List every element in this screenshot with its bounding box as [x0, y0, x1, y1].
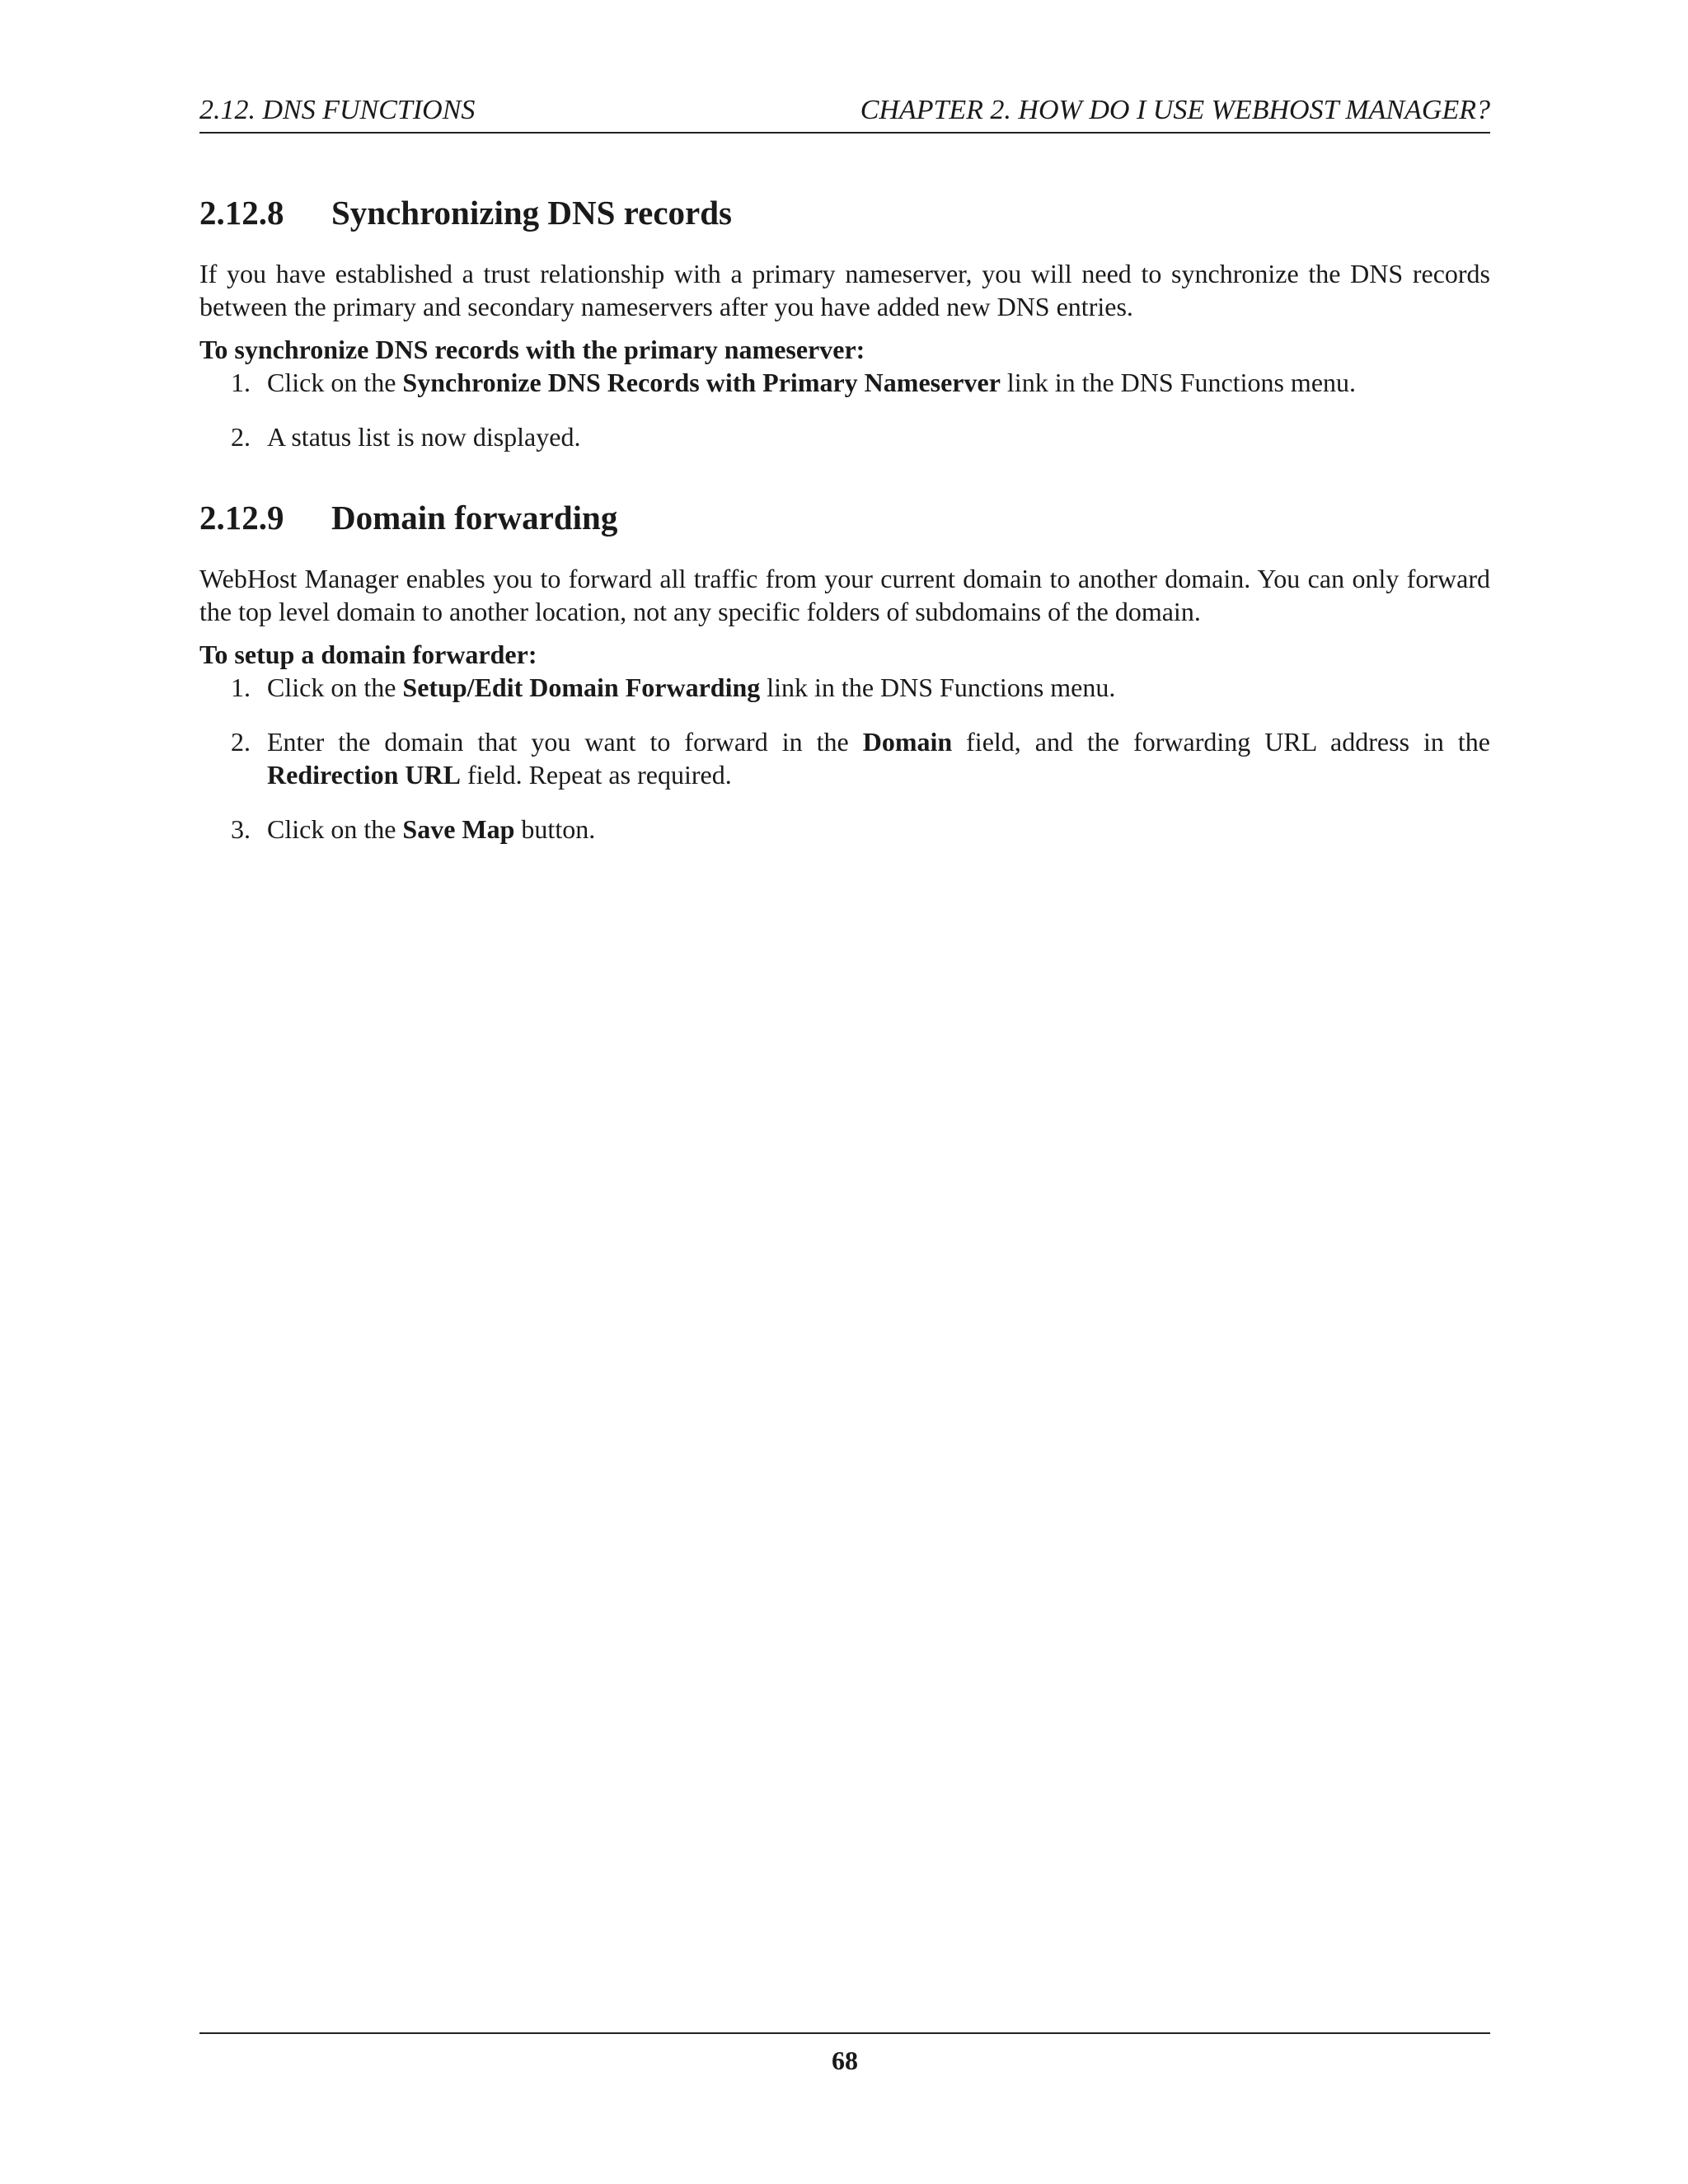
- step-text: Click on the: [267, 814, 403, 844]
- list-item: [199, 671, 1490, 704]
- procedure-lead: To synchronize DNS records with the primary nameserver:: [199, 335, 865, 364]
- list-marker: 1.: [231, 368, 251, 397]
- step-emphasis: Save Map: [402, 814, 515, 844]
- step-text: A status list is now displayed.: [267, 422, 581, 452]
- list-item: [199, 420, 1490, 453]
- list-marker: 1.: [231, 673, 251, 702]
- step-text: field, and the forwarding URL address in the: [952, 727, 1491, 757]
- header-section-title: 2.12. DNS FUNCTIONS: [199, 95, 476, 125]
- list-marker: 2.: [231, 727, 251, 757]
- section-paragraph: If you have established a trust relationship with a primary nameserver, you will need to synchronize the DNS records between the primary and secondary nameservers after you have added new DNS entries.: [199, 259, 1490, 321]
- page-content: [199, 190, 1490, 846]
- section-title: Domain forwarding: [331, 499, 618, 537]
- step-emphasis: Domain: [862, 727, 953, 757]
- step-emphasis: Synchronize DNS Records with Primary Nameserver: [402, 368, 1001, 397]
- step-text: Enter the domain that you want to forward in the: [267, 727, 863, 757]
- list-item: [199, 725, 1490, 791]
- step-text: link in the DNS Functions menu.: [760, 673, 1116, 702]
- procedure-steps: [199, 366, 1490, 453]
- step-emphasis: Redirection URL: [267, 760, 461, 790]
- section-title: Synchronizing DNS records: [331, 194, 732, 232]
- list-item: [199, 813, 1490, 846]
- section-heading-synchronizing-dns: [199, 190, 1490, 236]
- step-text: button.: [514, 814, 596, 844]
- list-marker: 3.: [231, 814, 251, 844]
- step-text: field. Repeat as required.: [460, 760, 732, 790]
- footer-divider: [199, 2032, 1490, 2034]
- running-header: [199, 92, 1490, 134]
- list-item: [199, 366, 1490, 399]
- header-chapter-title: CHAPTER 2. HOW DO I USE WEBHOST MANAGER?: [860, 95, 1490, 125]
- list-marker: 2.: [231, 422, 251, 452]
- procedure-lead: To setup a domain forwarder:: [199, 640, 537, 669]
- step-text: Click on the: [267, 673, 403, 702]
- step-text: link in the DNS Functions menu.: [1000, 368, 1357, 397]
- step-emphasis: Setup/Edit Domain Forwarding: [402, 673, 761, 702]
- section-heading-domain-forwarding: [199, 494, 1490, 541]
- section-paragraph: WebHost Manager enables you to forward all traffic from your current domain to another domain. You can only forward the top level domain to another location, not any specific folders of subdomains of the domain.: [199, 564, 1490, 626]
- page-number: 68: [832, 2046, 858, 2075]
- step-text: Click on the: [267, 368, 403, 397]
- procedure-steps: [199, 671, 1490, 846]
- section-number: 2.12.9: [199, 499, 284, 537]
- section-number: 2.12.8: [199, 194, 284, 232]
